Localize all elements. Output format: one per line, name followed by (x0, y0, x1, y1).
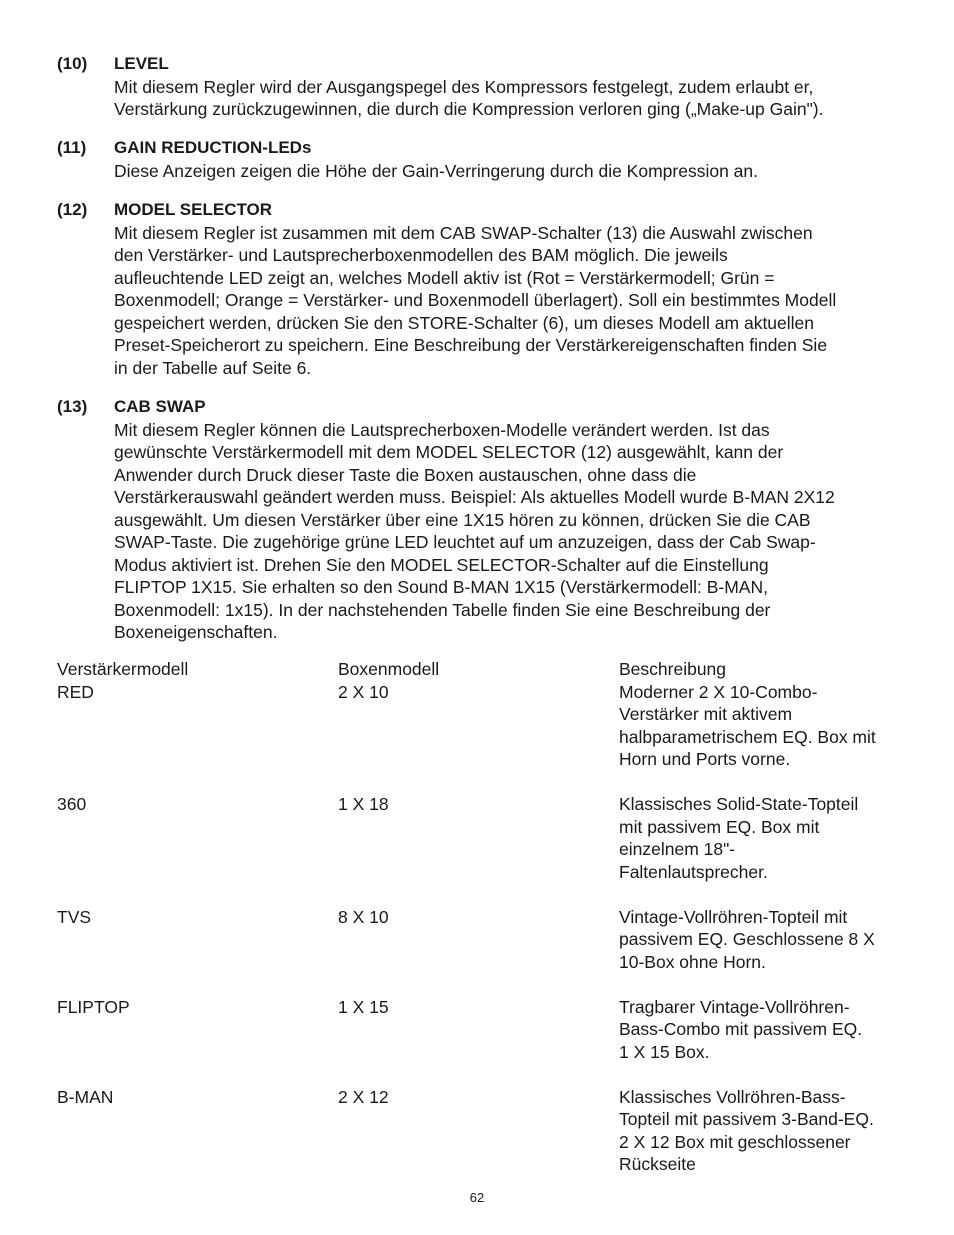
page-number: 62 (469, 1190, 485, 1205)
text-line: Anwender durch Druck dieser Taste die Boxen austauschen, ohne dass die (114, 464, 697, 485)
description-line: Vintage-Vollröhren-Topteil mit (619, 906, 848, 927)
text-line: Preset-Speicherort zu speichern. Eine Beschreibung der Verstärkereigenschaften finden Sie (114, 335, 828, 355)
section-number: (12) (57, 200, 88, 219)
description-line: 10-Box ohne Horn. (619, 951, 766, 972)
section-text (114, 419, 904, 644)
text-line: Verstärkerauswahl geändert werden muss. Beispiel: Als aktuelles Modell wurde B-MAN 2X12 (114, 487, 835, 507)
text-line: in der Tabelle auf Seite 6. (114, 357, 312, 378)
table-cell-cab: 2 X 12 (338, 1086, 389, 1107)
text-line: Boxenmodell: 1x15). In der nachstehenden Tabelle finden Sie eine Beschreibung der (114, 599, 771, 620)
description-line: passivem EQ. Geschlossene 8 X (619, 929, 875, 949)
text-line: FLIPTOP 1X15. Sie erhalten so den Sound B-MAN 1X15 (Verstärkermodell: B-MAN, (114, 577, 768, 597)
table-cell-amp: 360 (57, 794, 87, 814)
section-number: (10) (57, 54, 88, 73)
description-line: halbparametrischem EQ. Box mit (619, 726, 876, 747)
table-cell-cab: 2 X 10 (338, 681, 389, 702)
section-number: (13) (57, 397, 88, 416)
description-line: 1 X 15 Box. (619, 1041, 710, 1062)
description-line: Bass-Combo mit passivem EQ. (619, 1019, 863, 1039)
description-line: Klassisches Vollröhren-Bass- (619, 1086, 846, 1107)
description-line: 2 X 12 Box mit geschlossener (619, 1131, 851, 1152)
text-line: aufleuchtende LED zeigt an, welches Modell aktiv ist (Rot = Verstärkermodell; Grün = (114, 267, 775, 288)
description-line: Topteil mit passivem 3-Band-EQ. (619, 1109, 874, 1129)
section-text (114, 76, 904, 121)
section-number: (11) (57, 138, 87, 157)
section-title: CAB SWAP (114, 397, 206, 416)
section-title: MODEL SELECTOR (114, 200, 273, 219)
description-line: Moderner 2 X 10-Combo- (619, 681, 818, 702)
text-line: gespeichert werden, drücken Sie den STORE-Schalter (6), um dieses Modell am aktuellen (114, 312, 815, 333)
description-line: Faltenlautsprecher. (619, 861, 768, 882)
text-line: Verstärkung zurückzugewinnen, die durch die Kompression verloren ging („Make-up Gain"). (114, 99, 824, 119)
description-line: Horn und Ports vorne. (619, 749, 791, 769)
text-line: Diese Anzeigen zeigen die Höhe der Gain-Verringerung durch die Kompression an. (114, 160, 759, 181)
table-cell-amp: RED (57, 681, 94, 702)
section-title: LEVEL (114, 54, 169, 73)
text-line: Boxeneigenschaften. (114, 622, 278, 642)
table-cell-amp: TVS (57, 906, 92, 927)
text-line: den Verstärker- und Lautsprecherboxenmodellen des BAM möglich. Die jeweils (114, 245, 728, 265)
table-cell-description (619, 681, 876, 771)
description-line: einzelnem 18"- (619, 839, 736, 859)
table-cell-description (619, 906, 875, 974)
description-line: Tragbarer Vintage-Vollröhren- (619, 996, 850, 1017)
table-cell-description (619, 793, 858, 883)
text-line: Modus aktiviert ist. Drehen Sie den MODEL SELECTOR-Schalter auf die Einstellung (114, 554, 769, 575)
text-line: Mit diesem Regler ist zusammen mit dem CAB SWAP-Schalter (13) die Auswahl zwischen (114, 222, 813, 243)
description-line: mit passivem EQ. Box mit (619, 816, 820, 837)
table-cell-cab: 1 X 15 (338, 996, 389, 1017)
text-line: Mit diesem Regler können die Lautsprecherboxen-Modelle verändert werden. Ist das (114, 419, 770, 440)
section-text (114, 160, 904, 183)
text-line: Mit diesem Regler wird der Ausgangspegel des Kompressors festgelegt, zudem erlaubt er, (114, 76, 814, 97)
description-line: Verstärker mit aktivem (619, 704, 793, 724)
table-header-amp: Verstärkermodell (57, 659, 189, 679)
section-text (114, 222, 904, 380)
text-line: Boxenmodell; Orange = Verstärker- und Boxenmodell überlagert). Soll ein bestimmtes Modell (114, 290, 837, 310)
table-cell-description (619, 996, 862, 1064)
table-cell-cab: 1 X 18 (338, 794, 389, 814)
description-line: Klassisches Solid-State-Topteil (619, 794, 859, 814)
table-header-description: Beschreibung (619, 659, 727, 679)
table-cell-amp: B-MAN (57, 1086, 114, 1107)
table-cell-description (619, 1086, 874, 1176)
section-title: GAIN REDUCTION-LEDs (114, 138, 312, 157)
text-line: gewünschte Verstärkermodell mit dem MODEL SELECTOR (12) ausgewählt, kann der (114, 442, 784, 462)
description-line: Rückseite (619, 1154, 696, 1174)
table-cell-cab: 8 X 10 (338, 906, 389, 927)
text-line: ausgewählt. Um diesen Verstärker über eine 1X15 hören zu können, drücken Sie die CAB (114, 509, 811, 530)
table-cell-amp: FLIPTOP (57, 996, 130, 1017)
text-line: SWAP-Taste. Die zugehörige grüne LED leuchtet auf um anzuzeigen, dass der Cab Swap- (114, 532, 816, 552)
table-header-cab: Boxenmodell (338, 659, 440, 679)
